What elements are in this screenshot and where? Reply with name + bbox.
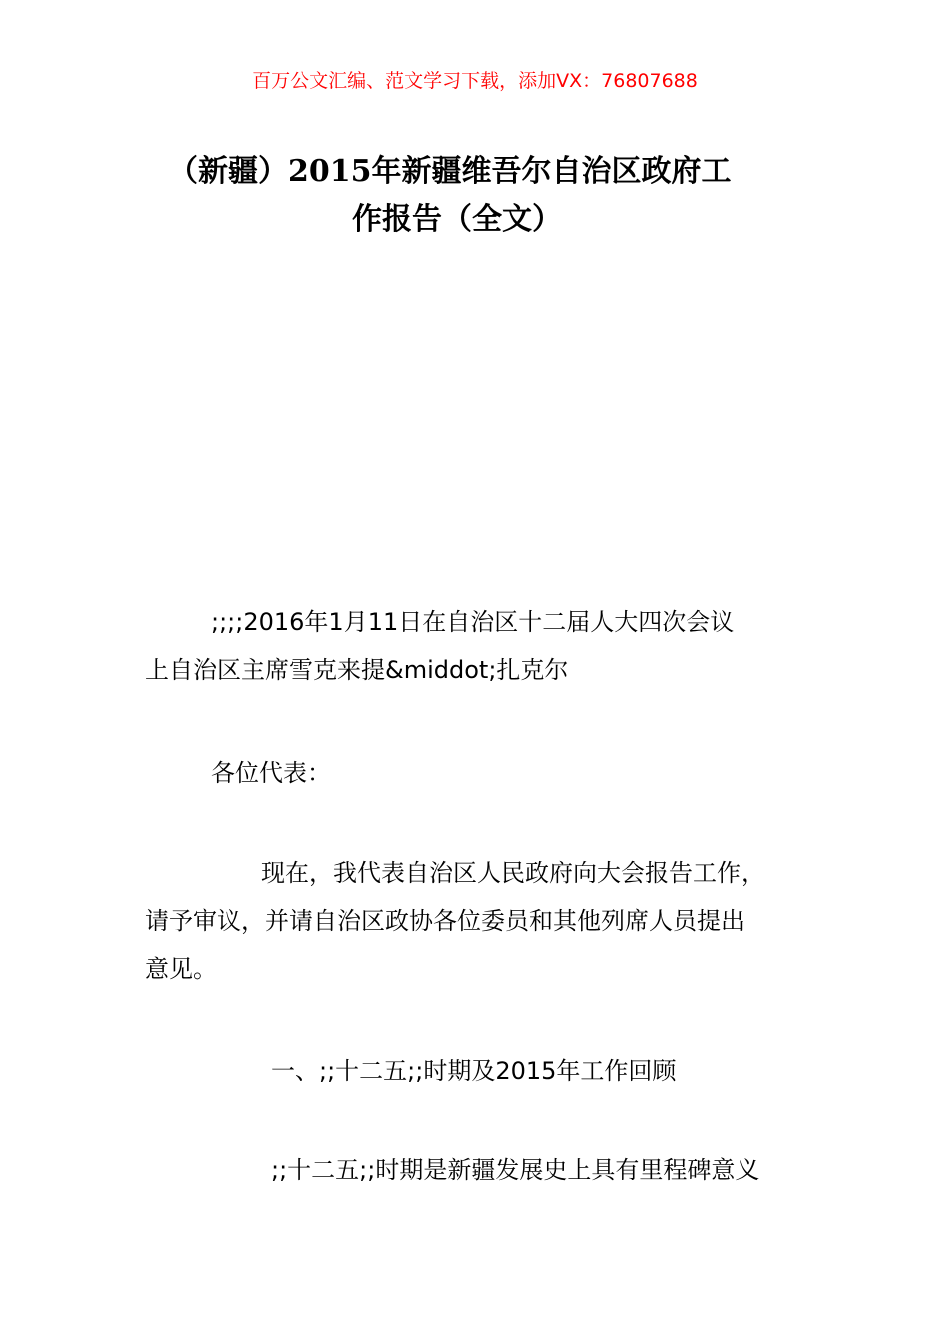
intro-line-1: 现在，我代表自治区人民政府向大会报告工作， (261, 859, 765, 887)
dateline-line-1: ;;;;2016年1月11日在自治区十二届人大四次会议 (211, 608, 735, 636)
body-paragraph: ;;十二五;;时期是新疆发展史上具有里程碑意义 (271, 1156, 760, 1184)
dateline-paragraph (145, 598, 810, 694)
greeting: 各位代表： (211, 759, 331, 787)
header-note: 百万公文汇编、范文学习下载，添加VX：76807688 (252, 70, 698, 92)
document-title (140, 148, 810, 244)
dateline-line-2: 上自治区主席雪克来提&middot;扎克尔 (145, 656, 569, 684)
intro-line-2: 请予审议，并请自治区政协各位委员和其他列席人员提出 (145, 907, 745, 935)
intro-line-3: 意见。 (145, 955, 217, 983)
document-title-line-2: 作报告（全文） (352, 202, 562, 237)
section-heading: 一、;;十二五;;时期及2015年工作回顾 (271, 1057, 677, 1085)
intro-paragraph (145, 849, 810, 993)
document-title-line-1: （新疆）2015年新疆维吾尔自治区政府工 (168, 154, 732, 189)
